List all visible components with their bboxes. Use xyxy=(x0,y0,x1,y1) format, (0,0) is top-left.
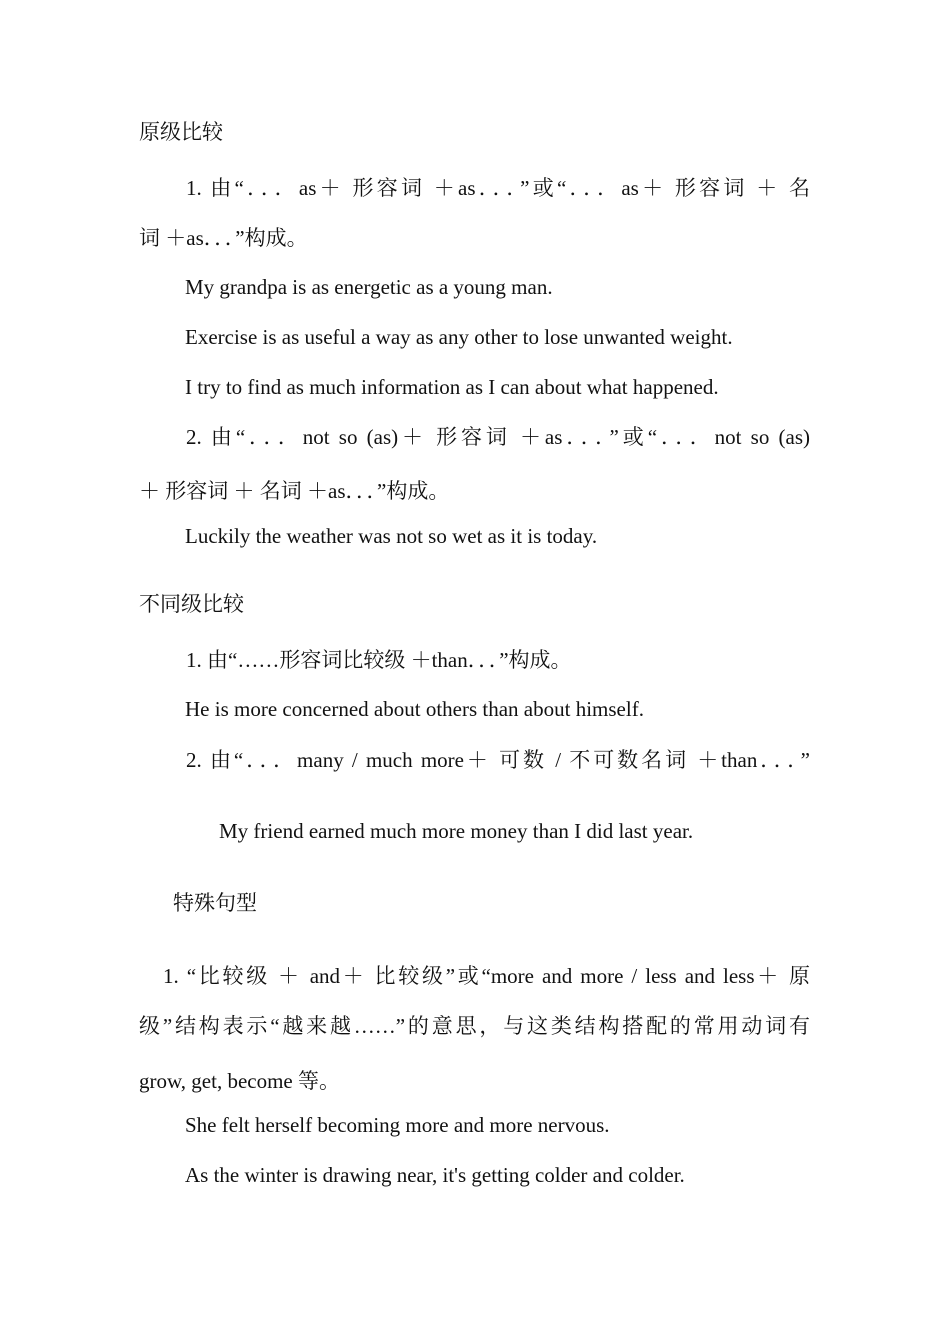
rule-1-line-1: 1. 由“．．．as＋ 形容词 ＋as．．．”或“．．．as＋ 形容词 ＋ 名 xyxy=(186,176,810,200)
rule-1-line-3: grow, get, become 等。 xyxy=(139,1069,340,1093)
example-sentence: As the winter is drawing near, it's getting colder and colder. xyxy=(185,1163,685,1187)
example-sentence: She felt herself becoming more and more nervous. xyxy=(185,1113,610,1137)
rule-2-line-2: ＋ 形容词 ＋ 名词 ＋as．．．”构成。 xyxy=(139,479,450,503)
rule-1: 1. 由“……形容词比较级 ＋than．．．”构成。 xyxy=(186,648,572,672)
example-sentence: He is more concerned about others than about himself. xyxy=(185,697,644,721)
rule-1-line-1: 1. “比较级 ＋ and＋ 比较级”或“more and more / less and less＋ 原 xyxy=(163,964,810,988)
example-sentence: Exercise is as useful a way as any other to lose unwanted weight. xyxy=(185,325,733,349)
example-sentence: I try to find as much information as I can about what happened. xyxy=(185,375,719,399)
section-heading-unequal-comparison: 不同级比较 xyxy=(139,592,244,616)
example-sentence: Luckily the weather was not so wet as it is today. xyxy=(185,524,598,548)
example-sentence: My grandpa is as energetic as a young man. xyxy=(185,275,553,299)
rule-2: 2. 由“．．．many / much more＋ 可数 / 不可数名词 ＋than．．．” xyxy=(186,748,810,772)
rule-1-line-2: 词 ＋as．．．”构成。 xyxy=(139,226,308,250)
rule-2-line-1: 2. 由“．．．not so (as)＋ 形容词 ＋as．．．”或“．．．not so (as) xyxy=(186,425,810,449)
section-heading-special-patterns: 特殊句型 xyxy=(173,891,257,915)
rule-1-line-2: 级”结构表示“越来越……”的意思，与这类结构搭配的常用动词有 xyxy=(139,1014,810,1038)
example-sentence: My friend earned much more money than I did last year. xyxy=(219,819,694,843)
section-heading-positive-degree: 原级比较 xyxy=(139,120,223,144)
